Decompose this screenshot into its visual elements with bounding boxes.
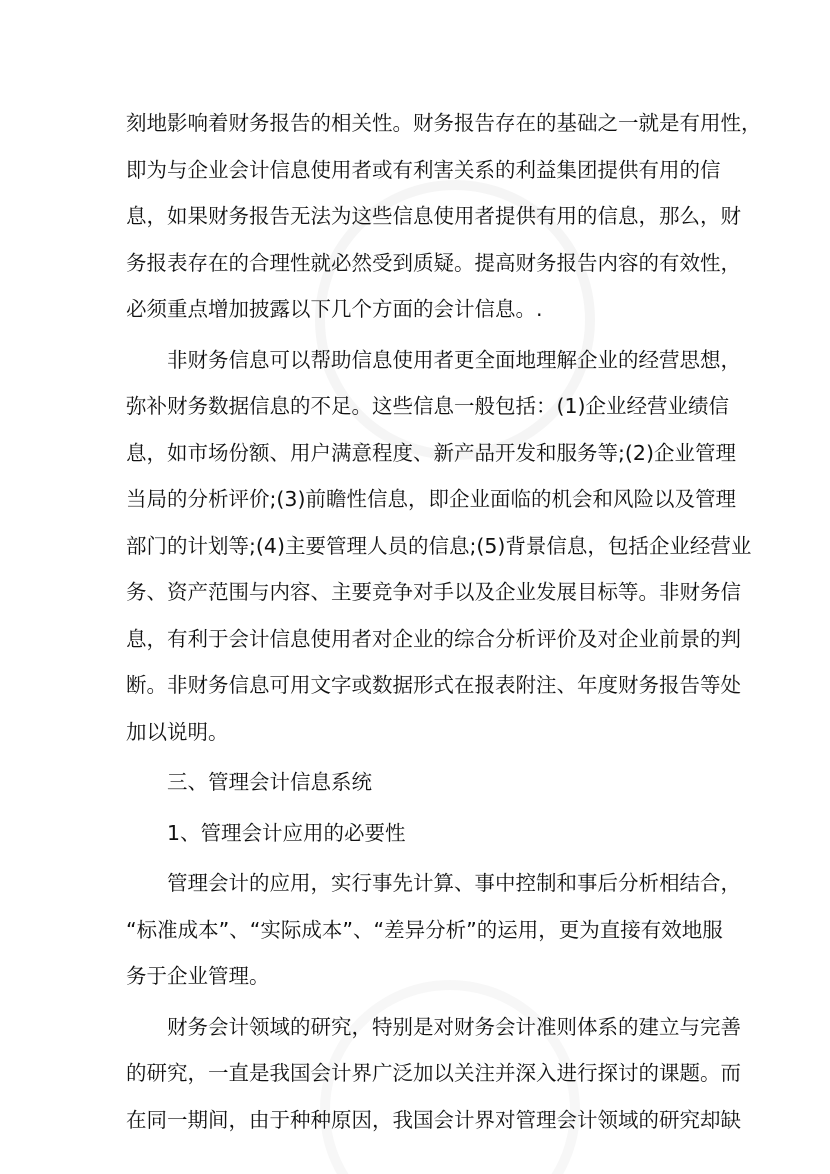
- text-line: 务、资产范围与内容、主要竞争对手以及企业发展目标等。非财务信: [126, 580, 741, 604]
- text-line: 即为与企业会计信息使用者或有利害关系的利益集团提供有用的信: [126, 157, 721, 182]
- text-line: 管理会计的应用，实行事先计算、事中控制和事后分析相结合，: [167, 871, 741, 895]
- text-line: 息，如果财务报告无法为这些信息使用者提供有用的信息，那么，财: [126, 204, 741, 228]
- text-line: 息，如市场份额、用户满意程度、新产品开发和服务等;(2)企业管理: [126, 440, 736, 465]
- text-line: 当局的分析评价;(3)前瞻性信息，即企业面临的机会和风险以及管理: [126, 487, 736, 511]
- text-line: 财务会计领域的研究，特别是对财务会计准则体系的建立与完善: [167, 1014, 741, 1039]
- text-line: 务于企业管理。: [126, 964, 270, 988]
- text-line: 部门的计划等;(4)主要管理人员的信息;(5)背景信息，包括企业经营业: [126, 533, 752, 558]
- paragraph-3: [126, 860, 741, 1000]
- paragraph-4: [126, 1004, 741, 1144]
- text-line: 在同一期间，由于种种原因，我国会计界对管理会计领域的研究却缺: [126, 1107, 741, 1132]
- paragraph-2: [126, 337, 752, 756]
- document-body: [126, 100, 762, 1147]
- section-heading: 三、管理会计信息系统: [167, 770, 372, 794]
- text-line: 加以说明。: [126, 719, 229, 744]
- text-line: 弥补财务数据信息的不足。这些信息一般包括：(1)企业经营业绩信: [126, 394, 730, 418]
- text-line: 刻地影响着财务报告的相关性。财务报告存在的基础之一就是有用性，: [126, 111, 762, 135]
- subsection-heading: 1、管理会计应用的必要性: [167, 820, 406, 845]
- text-line: 务报表存在的合理性就必然受到质疑。提高财务报告内容的有效性，: [126, 250, 741, 275]
- text-line: 息，有利于会计信息使用者对企业的综合分析评价及对企业前景的判: [126, 626, 741, 651]
- text-line: 断。非财务信息可用文字或数据形式在报表附注、年度财务报告等处: [126, 673, 741, 697]
- text-line: 必须重点增加披露以下几个方面的会计信息。.: [126, 297, 543, 321]
- paragraph-1: [126, 100, 762, 333]
- text-line: 非财务信息可以帮助信息使用者更全面地理解企业的经营思想，: [167, 347, 741, 372]
- text-line: “标准成本”、“实际成本”、“差异分析”的运用，更为直接有效地服: [126, 917, 723, 942]
- text-line: 的研究，一直是我国会计界广泛加以关注并深入进行探讨的课题。而: [126, 1061, 741, 1085]
